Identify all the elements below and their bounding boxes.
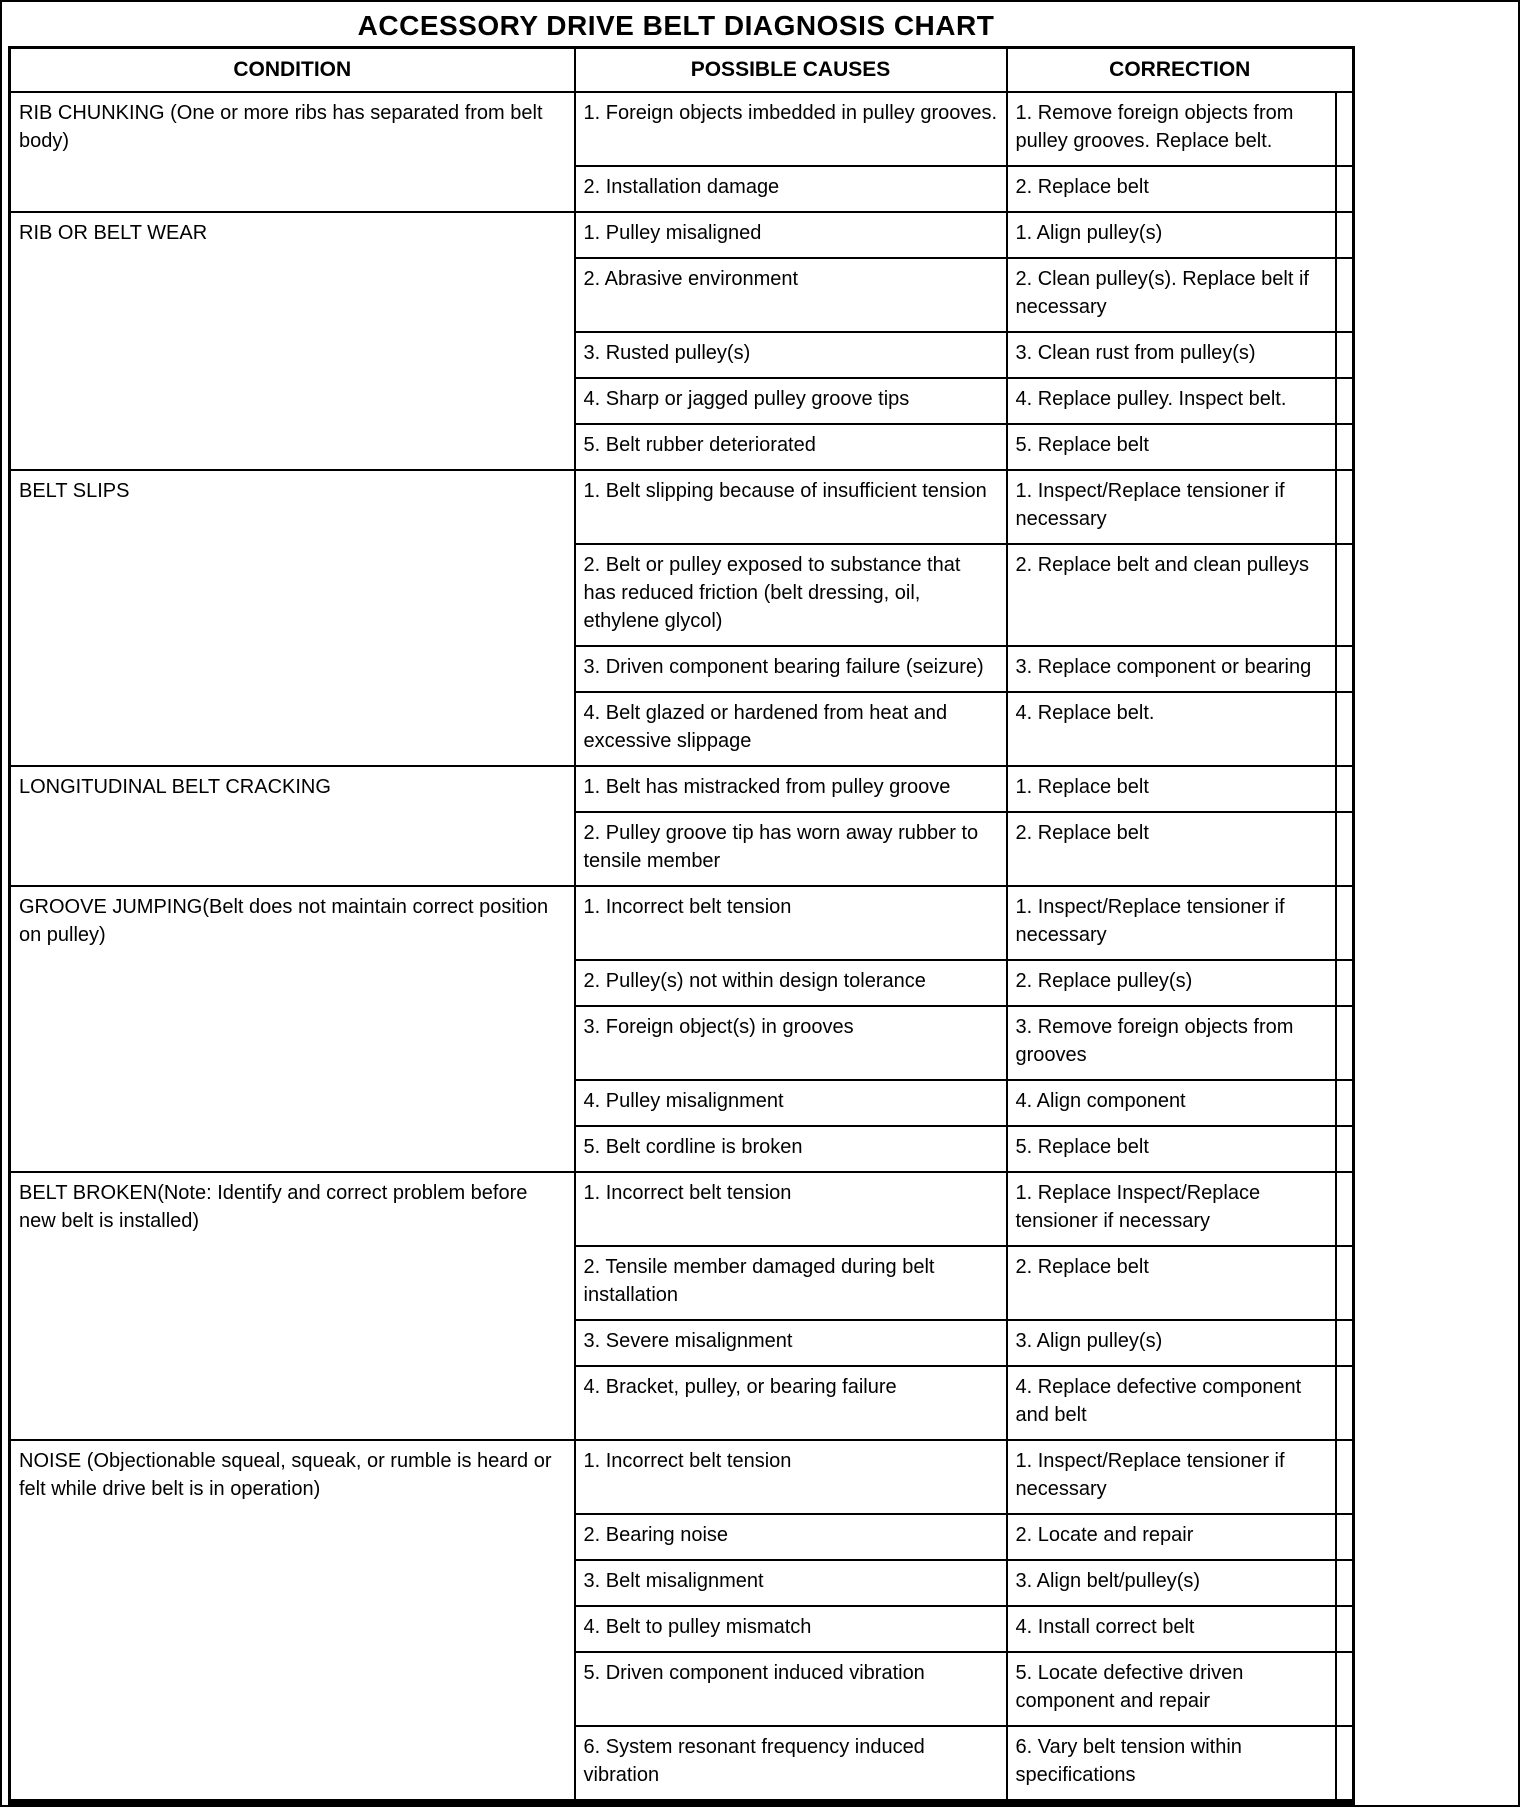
correction-cell: 3. Align belt/pulley(s) — [1007, 1560, 1336, 1606]
cause-cell: 2. Bearing noise — [575, 1514, 1007, 1560]
filler-cell — [1336, 1366, 1354, 1440]
correction-cell: 3. Align pulley(s) — [1007, 1320, 1336, 1366]
correction-cell: 1. Align pulley(s) — [1007, 212, 1336, 258]
table-row — [10, 766, 1354, 812]
table-row — [10, 212, 1354, 258]
correction-cell: 4. Install correct belt — [1007, 1606, 1336, 1652]
cause-cell: 6. System resonant frequency induced vibration — [575, 1726, 1007, 1802]
page-title: ACCESSORY DRIVE BELT DIAGNOSIS CHART — [357, 10, 995, 41]
cause-cell: 1. Foreign objects imbedded in pulley grooves. — [575, 92, 1007, 166]
correction-cell: 1. Remove foreign objects from pulley grooves. Replace belt. — [1007, 92, 1336, 166]
header-correction: CORRECTION — [1007, 48, 1354, 93]
cause-cell: 5. Belt cordline is broken — [575, 1126, 1007, 1172]
filler-cell — [1336, 544, 1354, 646]
filler-cell — [1336, 92, 1354, 166]
filler-cell — [1336, 692, 1354, 766]
cause-cell: 1. Incorrect belt tension — [575, 886, 1007, 960]
filler-cell — [1336, 424, 1354, 470]
cause-cell: 5. Driven component induced vibration — [575, 1652, 1007, 1726]
correction-cell: 4. Replace belt. — [1007, 692, 1336, 766]
table-header — [10, 48, 1354, 93]
correction-cell: 1. Inspect/Replace tensioner if necessary — [1007, 1440, 1336, 1514]
correction-cell: 2. Replace belt — [1007, 812, 1336, 886]
cause-cell: 4. Belt glazed or hardened from heat and excessive slippage — [575, 692, 1007, 766]
filler-cell — [1336, 1246, 1354, 1320]
diagnosis-table — [8, 46, 1355, 1805]
filler-cell — [1336, 1126, 1354, 1172]
correction-cell: 3. Remove foreign objects from grooves — [1007, 1006, 1336, 1080]
condition-cell: GROOVE JUMPING(Belt does not maintain correct position on pulley) — [10, 886, 575, 1172]
table-row — [10, 1440, 1354, 1514]
diagnosis-table-body — [10, 92, 1354, 1802]
filler-cell — [1336, 766, 1354, 812]
condition-cell: BELT SLIPS — [10, 470, 575, 766]
cause-cell: 4. Bracket, pulley, or bearing failure — [575, 1366, 1007, 1440]
correction-cell: 4. Replace defective component and belt — [1007, 1366, 1336, 1440]
condition-cell: NOISE (Objectionable squeal, squeak, or rumble is heard or felt while drive belt is in operation) — [10, 1440, 575, 1802]
filler-cell — [1336, 1514, 1354, 1560]
correction-cell: 4. Align component — [1007, 1080, 1336, 1126]
filler-cell — [1336, 1172, 1354, 1246]
correction-cell: 2. Replace belt — [1007, 1246, 1336, 1320]
cause-cell: 2. Pulley(s) not within design tolerance — [575, 960, 1007, 1006]
condition-cell: RIB CHUNKING (One or more ribs has separated from belt body) — [10, 92, 575, 212]
filler-cell — [1336, 1080, 1354, 1126]
cause-cell: 2. Tensile member damaged during belt installation — [575, 1246, 1007, 1320]
header-condition: CONDITION — [10, 48, 575, 93]
cause-cell: 2. Belt or pulley exposed to substance that has reduced friction (belt dressing, oil, ethylene glycol) — [575, 544, 1007, 646]
cause-cell: 1. Incorrect belt tension — [575, 1440, 1007, 1514]
filler-cell — [1336, 886, 1354, 960]
cause-cell: 1. Pulley misaligned — [575, 212, 1007, 258]
cause-cell: 3. Belt misalignment — [575, 1560, 1007, 1606]
cause-cell: 1. Belt slipping because of insufficient tension — [575, 470, 1007, 544]
table-row — [10, 886, 1354, 960]
condition-cell: LONGITUDINAL BELT CRACKING — [10, 766, 575, 886]
correction-cell: 4. Replace pulley. Inspect belt. — [1007, 378, 1336, 424]
cause-cell: 4. Sharp or jagged pulley groove tips — [575, 378, 1007, 424]
filler-cell — [1336, 960, 1354, 1006]
table-row — [10, 1172, 1354, 1246]
correction-cell: 2. Locate and repair — [1007, 1514, 1336, 1560]
table-row — [10, 92, 1354, 166]
correction-cell: 1. Inspect/Replace tensioner if necessary — [1007, 886, 1336, 960]
cause-cell: 3. Severe misalignment — [575, 1320, 1007, 1366]
filler-cell — [1336, 166, 1354, 212]
correction-cell: 2. Clean pulley(s). Replace belt if necessary — [1007, 258, 1336, 332]
correction-cell: 1. Inspect/Replace tensioner if necessary — [1007, 470, 1336, 544]
condition-cell: RIB OR BELT WEAR — [10, 212, 575, 470]
filler-cell — [1336, 212, 1354, 258]
cause-cell: 4. Belt to pulley mismatch — [575, 1606, 1007, 1652]
header-possible-causes: POSSIBLE CAUSES — [575, 48, 1007, 93]
correction-cell: 5. Replace belt — [1007, 1126, 1336, 1172]
correction-cell: 2. Replace belt — [1007, 166, 1336, 212]
correction-cell: 5. Replace belt — [1007, 424, 1336, 470]
title-bar — [2, 2, 1350, 46]
filler-cell — [1336, 812, 1354, 886]
correction-cell: 3. Replace component or bearing — [1007, 646, 1336, 692]
filler-cell — [1336, 378, 1354, 424]
cause-cell: 1. Belt has mistracked from pulley groove — [575, 766, 1007, 812]
filler-cell — [1336, 332, 1354, 378]
filler-cell — [1336, 1606, 1354, 1652]
correction-cell: 1. Replace Inspect/Replace tensioner if necessary — [1007, 1172, 1336, 1246]
filler-cell — [1336, 1440, 1354, 1514]
filler-cell — [1336, 258, 1354, 332]
correction-cell: 2. Replace belt and clean pulleys — [1007, 544, 1336, 646]
condition-cell: BELT BROKEN(Note: Identify and correct problem before new belt is installed) — [10, 1172, 575, 1440]
filler-cell — [1336, 1320, 1354, 1366]
filler-cell — [1336, 1726, 1354, 1802]
cause-cell: 4. Pulley misalignment — [575, 1080, 1007, 1126]
cause-cell: 5. Belt rubber deteriorated — [575, 424, 1007, 470]
correction-cell: 1. Replace belt — [1007, 766, 1336, 812]
correction-cell: 5. Locate defective driven component and repair — [1007, 1652, 1336, 1726]
cause-cell: 2. Installation damage — [575, 166, 1007, 212]
cause-cell: 2. Abrasive environment — [575, 258, 1007, 332]
cause-cell: 2. Pulley groove tip has worn away rubber to tensile member — [575, 812, 1007, 886]
correction-cell: 3. Clean rust from pulley(s) — [1007, 332, 1336, 378]
filler-cell — [1336, 1652, 1354, 1726]
cause-cell: 3. Rusted pulley(s) — [575, 332, 1007, 378]
cause-cell: 3. Foreign object(s) in grooves — [575, 1006, 1007, 1080]
correction-cell: 6. Vary belt tension within specifications — [1007, 1726, 1336, 1802]
cause-cell: 1. Incorrect belt tension — [575, 1172, 1007, 1246]
filler-cell — [1336, 646, 1354, 692]
correction-cell: 2. Replace pulley(s) — [1007, 960, 1336, 1006]
filler-cell — [1336, 1560, 1354, 1606]
filler-cell — [1336, 1006, 1354, 1080]
table-row — [10, 470, 1354, 544]
header-row — [10, 48, 1354, 93]
cause-cell: 3. Driven component bearing failure (seizure) — [575, 646, 1007, 692]
filler-cell — [1336, 470, 1354, 544]
